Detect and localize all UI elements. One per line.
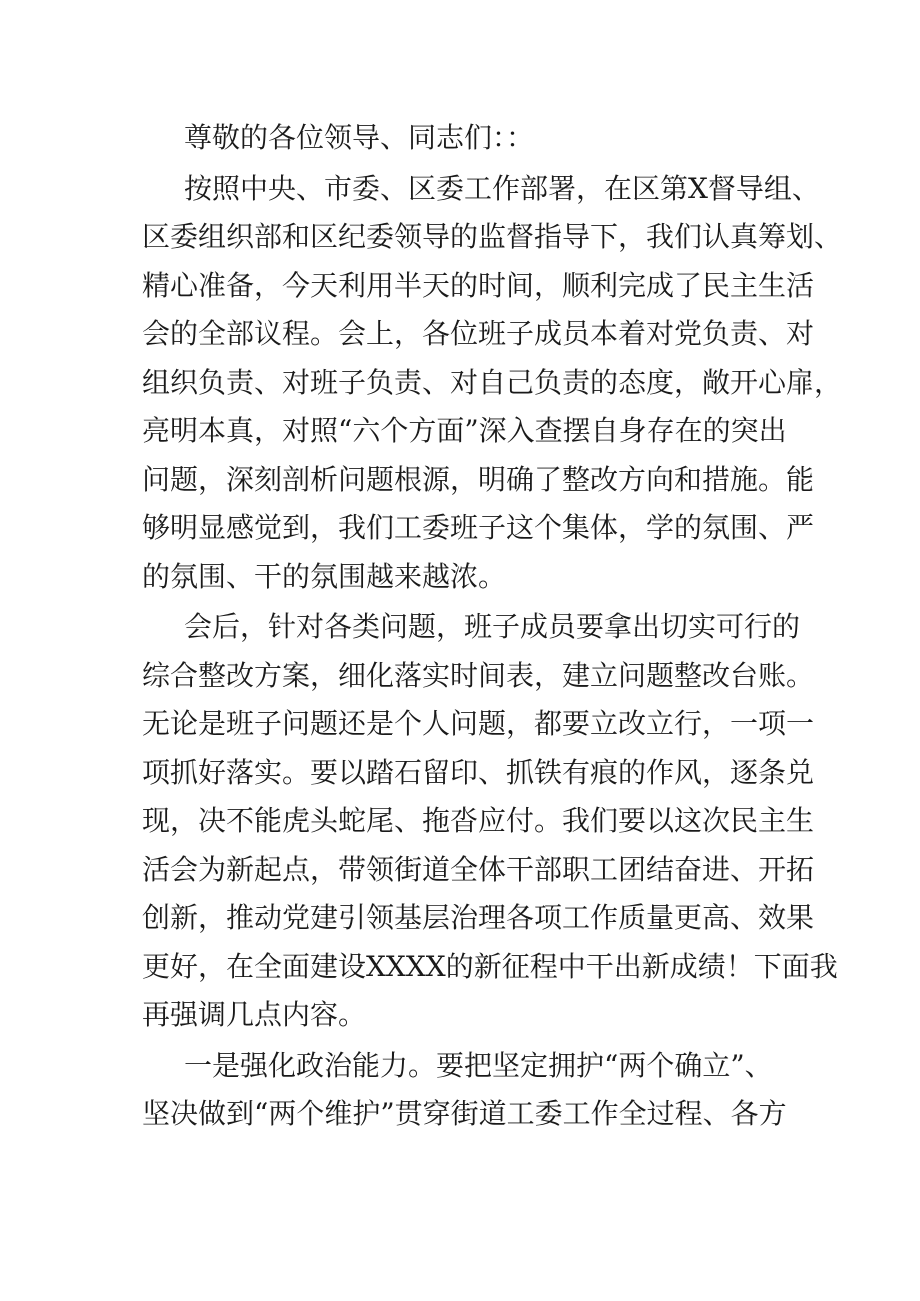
paragraph-2-line-8: 更好，在全面建设XXXX的新征程中干出新成绩！下面我 [142,949,838,983]
paragraph-2-line-4: 项抓好落实。要以踏石留印、抓铁有痕的作风，逐条兑 [142,755,815,789]
paragraph-1-line-6: 亮明本真，对照“六个方面”深入查摆自身存在的突出 [142,414,787,447]
paragraph-1-line-5: 组织负责、对班子负责、对自己负责的态度，敞开心扉， [142,365,843,399]
paragraph-2-line-6: 活会为新起点，带领街道全体干部职工团结奋进、开拓 [142,852,815,886]
paragraph-2-line-5: 现，决不能虎头蛇尾、拖沓应付。我们要以这次民主生 [142,804,815,837]
paragraph-1-line-4: 会的全部议程。会上，各位班子成员本着对党负责、对 [142,317,815,350]
paragraph-1-line-7: 问题，深刻剖析问题根源，明确了整改方向和措施。能 [142,462,815,496]
document-body [142,114,843,1139]
salutation: 尊敬的各位领导、同志们：： [184,121,535,154]
paragraph-1-line-8: 够明显感觉到，我们工委班子这个集体，学的氛围、严 [142,511,815,544]
paragraph-3-line-2: 坚决做到“两个维护”贯穿街道工委工作全过程、各方 [142,1097,787,1130]
paragraph-2-line-3: 无论是班子问题还是个人问题，都要立改立行，一项一 [142,707,815,740]
paragraph-2-line-7: 创新，推动党建引领基层治理各项工作质量更高、效果 [142,901,815,934]
paragraph-2-line-2: 综合整改方案，细化落实时间表，建立问题整改台账。 [142,658,815,692]
paragraph-2-line-1: 会后，针对各类问题，班子成员要拿出切实可行的 [184,610,801,643]
paragraph-2-line-9: 再强调几点内容。 [142,998,367,1031]
paragraph-1-line-2: 区委组织部和区纪委领导的监督指导下，我们认真筹划、 [142,220,843,253]
paragraph-1-line-1: 按照中央、市委、区委工作部署，在区第X督导组、 [184,171,820,205]
paragraph-1-line-9: 的氛围、干的氛围越来越浓。 [142,559,507,593]
paragraph-1-line-3: 精心准备，今天利用半天的时间，顺利完成了民主生活 [142,268,815,302]
paragraph-3-line-1: 一是强化政治能力。要把坚定拥护“两个确立”、 [184,1048,773,1082]
